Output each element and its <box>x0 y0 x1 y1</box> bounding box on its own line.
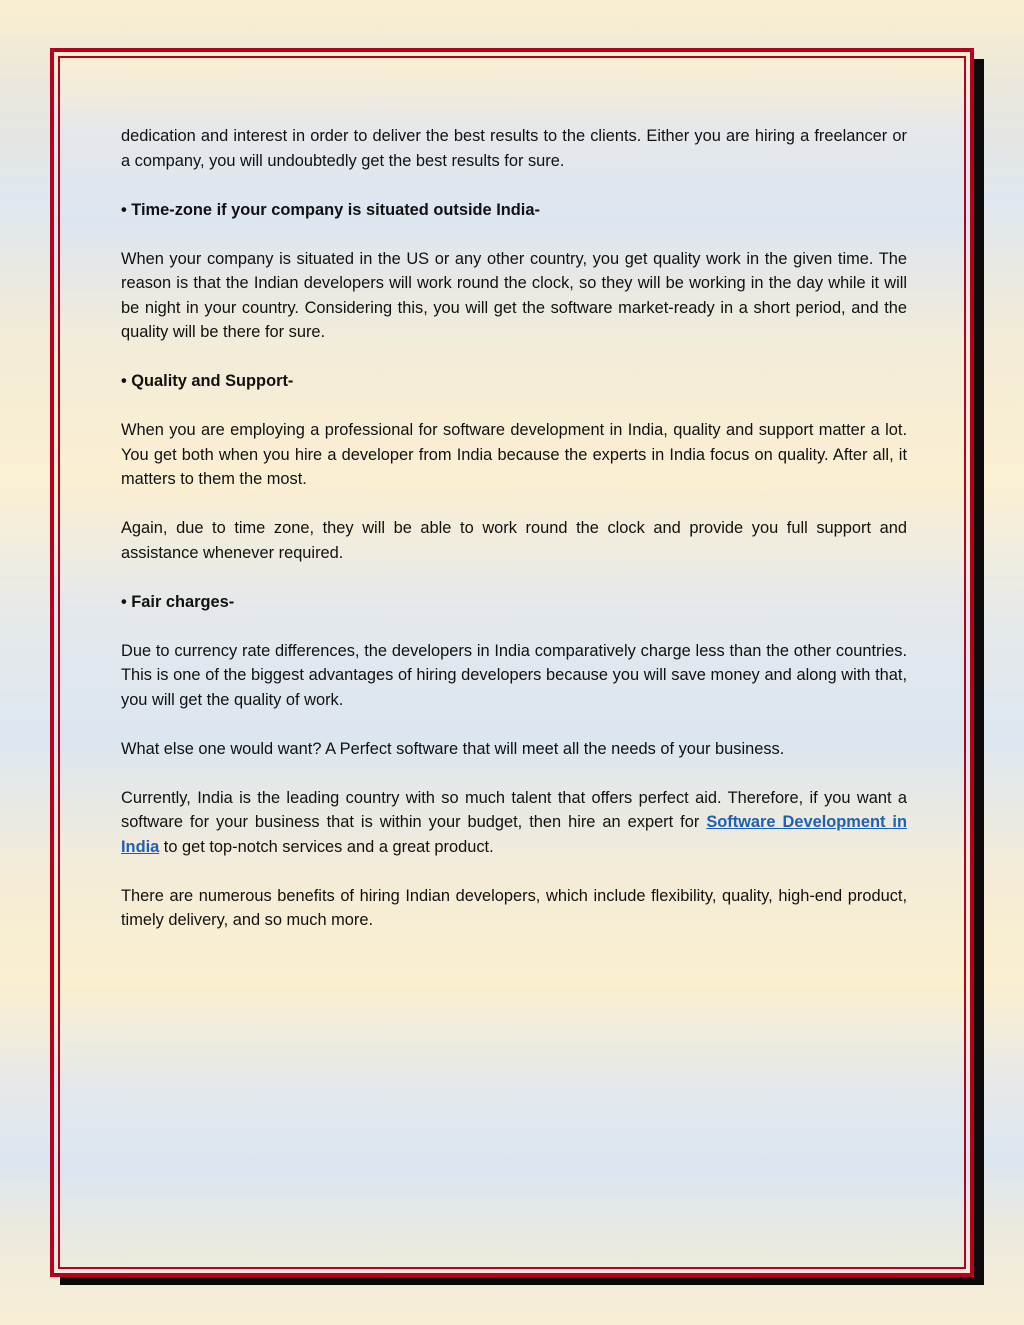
heading-time-zone: • Time-zone if your company is situated outside India- <box>121 200 540 219</box>
paragraph-currently-text: Currently, India is the leading country with so much talent that offers perfect aid. Therefore, if you want a software for your business that is within your budget, then hire an expert for <box>121 788 907 831</box>
paragraph-charges: Due to currency rate differences, the developers in India comparatively charge less than the other countries. This is one of the biggest advantages of hiring developers because you will save money and along with that, you will get the quality of work. <box>121 641 907 709</box>
paragraph-quality: When you are employing a professional for software development in India, quality and support matter a lot. You get both when you hire a developer from India because the experts in India focus on quality. After all, it matters to them the most. <box>121 421 907 488</box>
heading-fair-charges: • Fair charges- <box>121 592 235 611</box>
paragraph-currently-tail: to get top-notch services and a great product. <box>159 837 494 856</box>
paragraph-benefits: There are numerous benefits of hiring Indian developers, which include flexibility, quality, high-end product, timely delivery, and so much more. <box>121 886 907 929</box>
paragraph-time-zone: When your company is situated in the US or any other country, you get quality work in the given time. The reason is that the Indian developers will work round the clock, so they will be working in the day while it will be night in your country. Considering this, you will get the software market-ready in a short period, and the quality will be there for sure. <box>121 249 907 341</box>
heading-quality-support: • Quality and Support- <box>121 372 294 390</box>
paragraph-currently <box>121 786 907 860</box>
document-body <box>121 124 907 957</box>
paragraph-support: Again, due to time zone, they will be able to work round the clock and provide you full support and assistance whenever required. <box>121 519 907 562</box>
paragraph-what-else: What else one would want? A Perfect software that will meet all the needs of your business. <box>121 739 785 758</box>
page-frame <box>50 48 974 1277</box>
paragraph-dedication: dedication and interest in order to deliver the best results to the clients. Either you are hiring a freelancer or a company, you will undoubtedly get the best results for sure. <box>121 127 907 170</box>
software-development-link[interactable]: Software Development in India <box>121 813 907 856</box>
